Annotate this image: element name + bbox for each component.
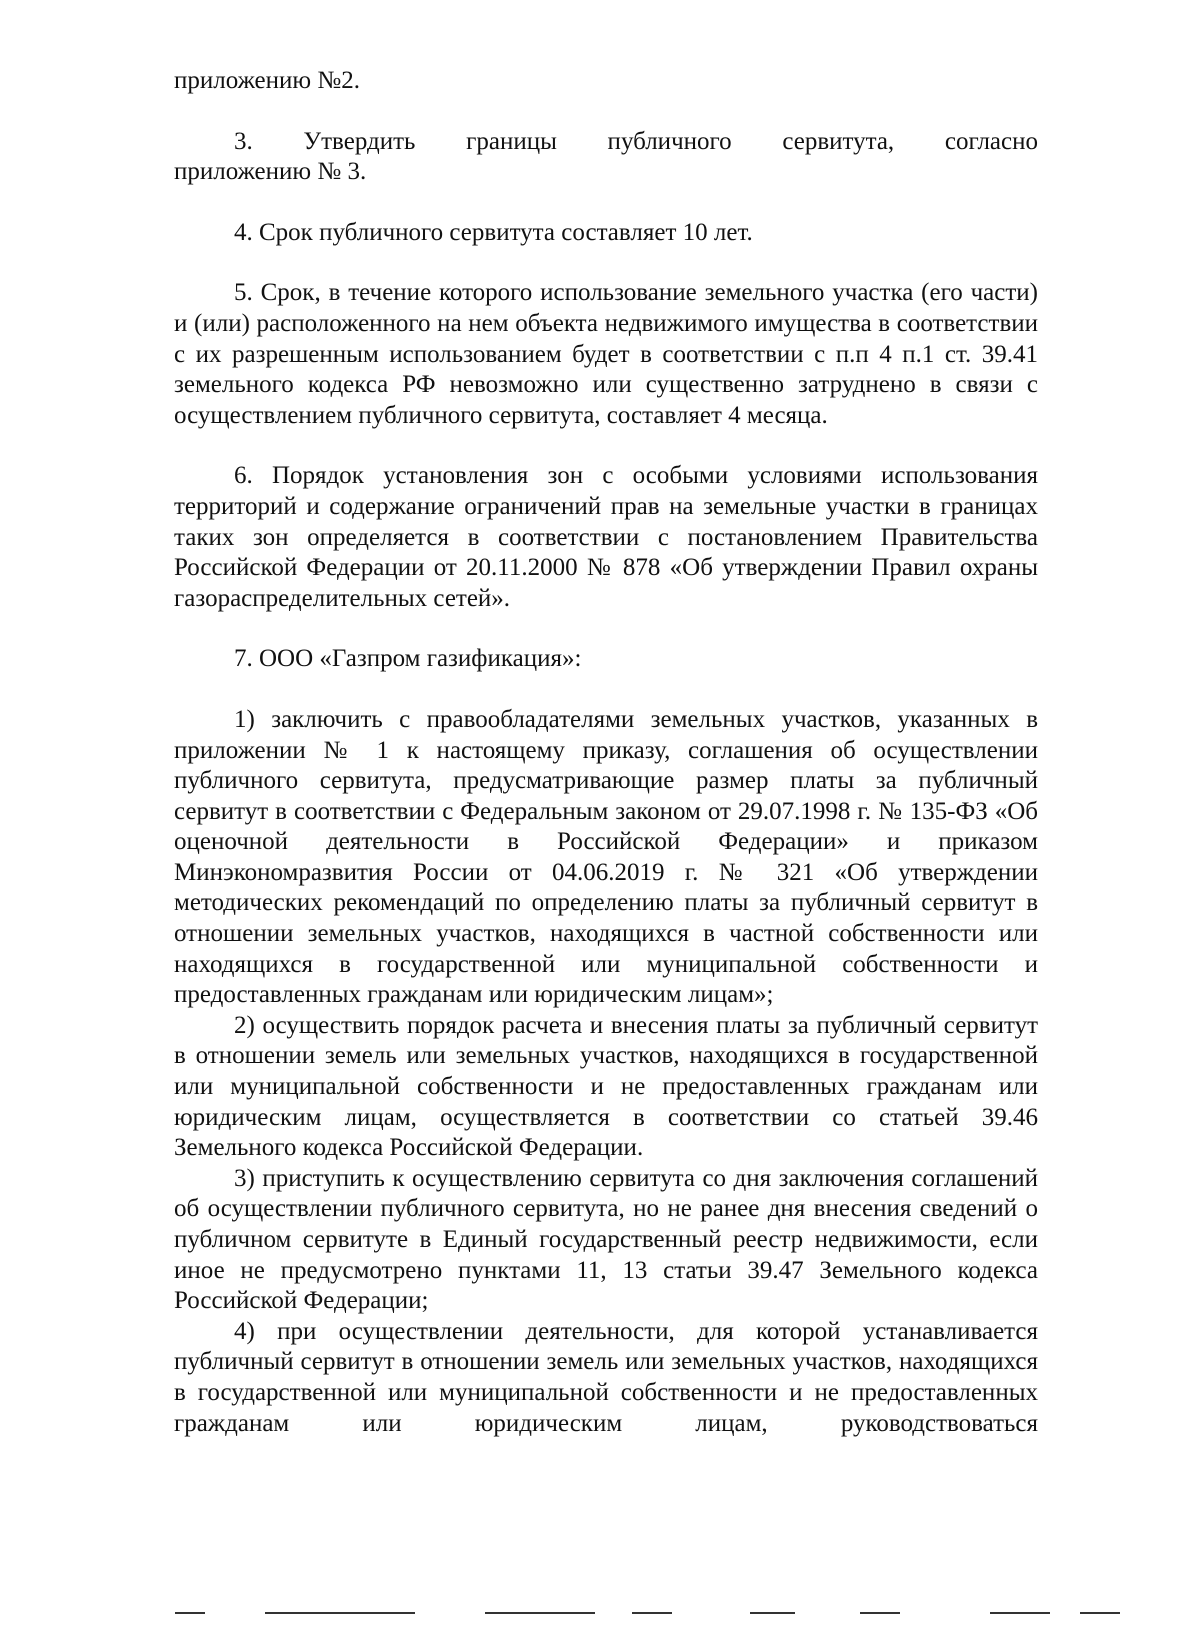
scan-speck — [485, 1612, 595, 1614]
scan-speck — [860, 1612, 900, 1614]
paragraph-continuation: приложению №2. — [174, 67, 360, 94]
paragraph-4: 4. Срок публичного сервитута составляет 10 лет. — [234, 218, 753, 246]
paragraph-7-item-2: 2) осуществить порядок расчета и внесения платы за публичный сервитут в отношении земель или земельных участков, находящихся в государственной или муниципальной собственности и не предоставленных гражданам или юридическим лицам, осуществляется в соответствии со статьей 39.46 Земельного кодекса Российской Федерации. — [174, 1011, 1038, 1162]
paragraph-6: 6. Порядок установления зон с особыми условиями использования территорий и содержание ограничений прав на земельные участки в границах таких зон определяется в соответствии с постановлением Правительства Российской Федерации от 20.11.2000 № 878 «Об утверждении Правил охраны газораспределительных сетей». — [174, 462, 1038, 612]
paragraph-7-item-3: 3) приступить к осуществлению сервитута со дня заключения соглашений об осуществлении публичного сервитута, но не ранее дня внесения сведений о публичном сервитуте в Единый государственный реестр недвижимости, если иное не предусмотрено пунктами 11, 13 статьи 39.47 Земельного кодекса Российской Федерации; — [174, 1164, 1038, 1315]
scan-speck — [750, 1612, 795, 1614]
paragraph-7: 7. ООО «Газпром газификация»: — [234, 645, 582, 673]
paragraph-7-item-4: 4) при осуществлении деятельности, для которой устанавливается публичный сервитут в отношении земель или земельных участков, находящихся в государственной или муниципальной собственности и не предоставленных гражданам или юридическим лицам, руководствоваться — [174, 1317, 1038, 1437]
document-body — [174, 66, 1038, 1439]
paragraph-5: 5. Срок, в течение которого использование земельного участка (его части) и (или) расположенного на нем объекта недвижимого имущества в соответствии с их разрешенным использованием будет в соответствии с п.п 4 п.1 ст. 39.41 земельного кодекса РФ невозможно или существенно затруднено в связи с осуществлением публичного сервитута, составляет 4 месяца. — [174, 279, 1038, 429]
scan-speck — [632, 1612, 672, 1614]
paragraph-3-line2: приложению № 3. — [174, 158, 367, 186]
scan-speck — [990, 1612, 1050, 1614]
scan-speck — [175, 1612, 205, 1614]
scan-speck — [1080, 1612, 1120, 1614]
scan-speck — [265, 1612, 415, 1614]
paragraph-7-item-1: 1) заключить с правообладателями земельных участков, указанных в приложении № 1 к настоящему приказу, соглашения об осуществлении публичного сервитута, предусматривающие размер платы за публичный сервитут в соответствии с Федеральным законом от 29.07.1998 г. № 135-ФЗ «Об оценочной деятельности в Российской Федерации» и приказом Минэкономразвития России от 04.06.2019 г. № 321 «Об утверждении методических рекомендаций по определению платы за публичный сервитут в отношении земельных участков, находящихся в частной собственности или находящихся в государственной или муниципальной собственности и предоставленных гражданам или юридическим лицам»; — [174, 705, 1038, 1009]
paragraph-3-line1: 3. Утвердить границы публичного сервитута, согласно — [234, 127, 1038, 155]
scan-artifacts — [0, 1612, 1200, 1622]
